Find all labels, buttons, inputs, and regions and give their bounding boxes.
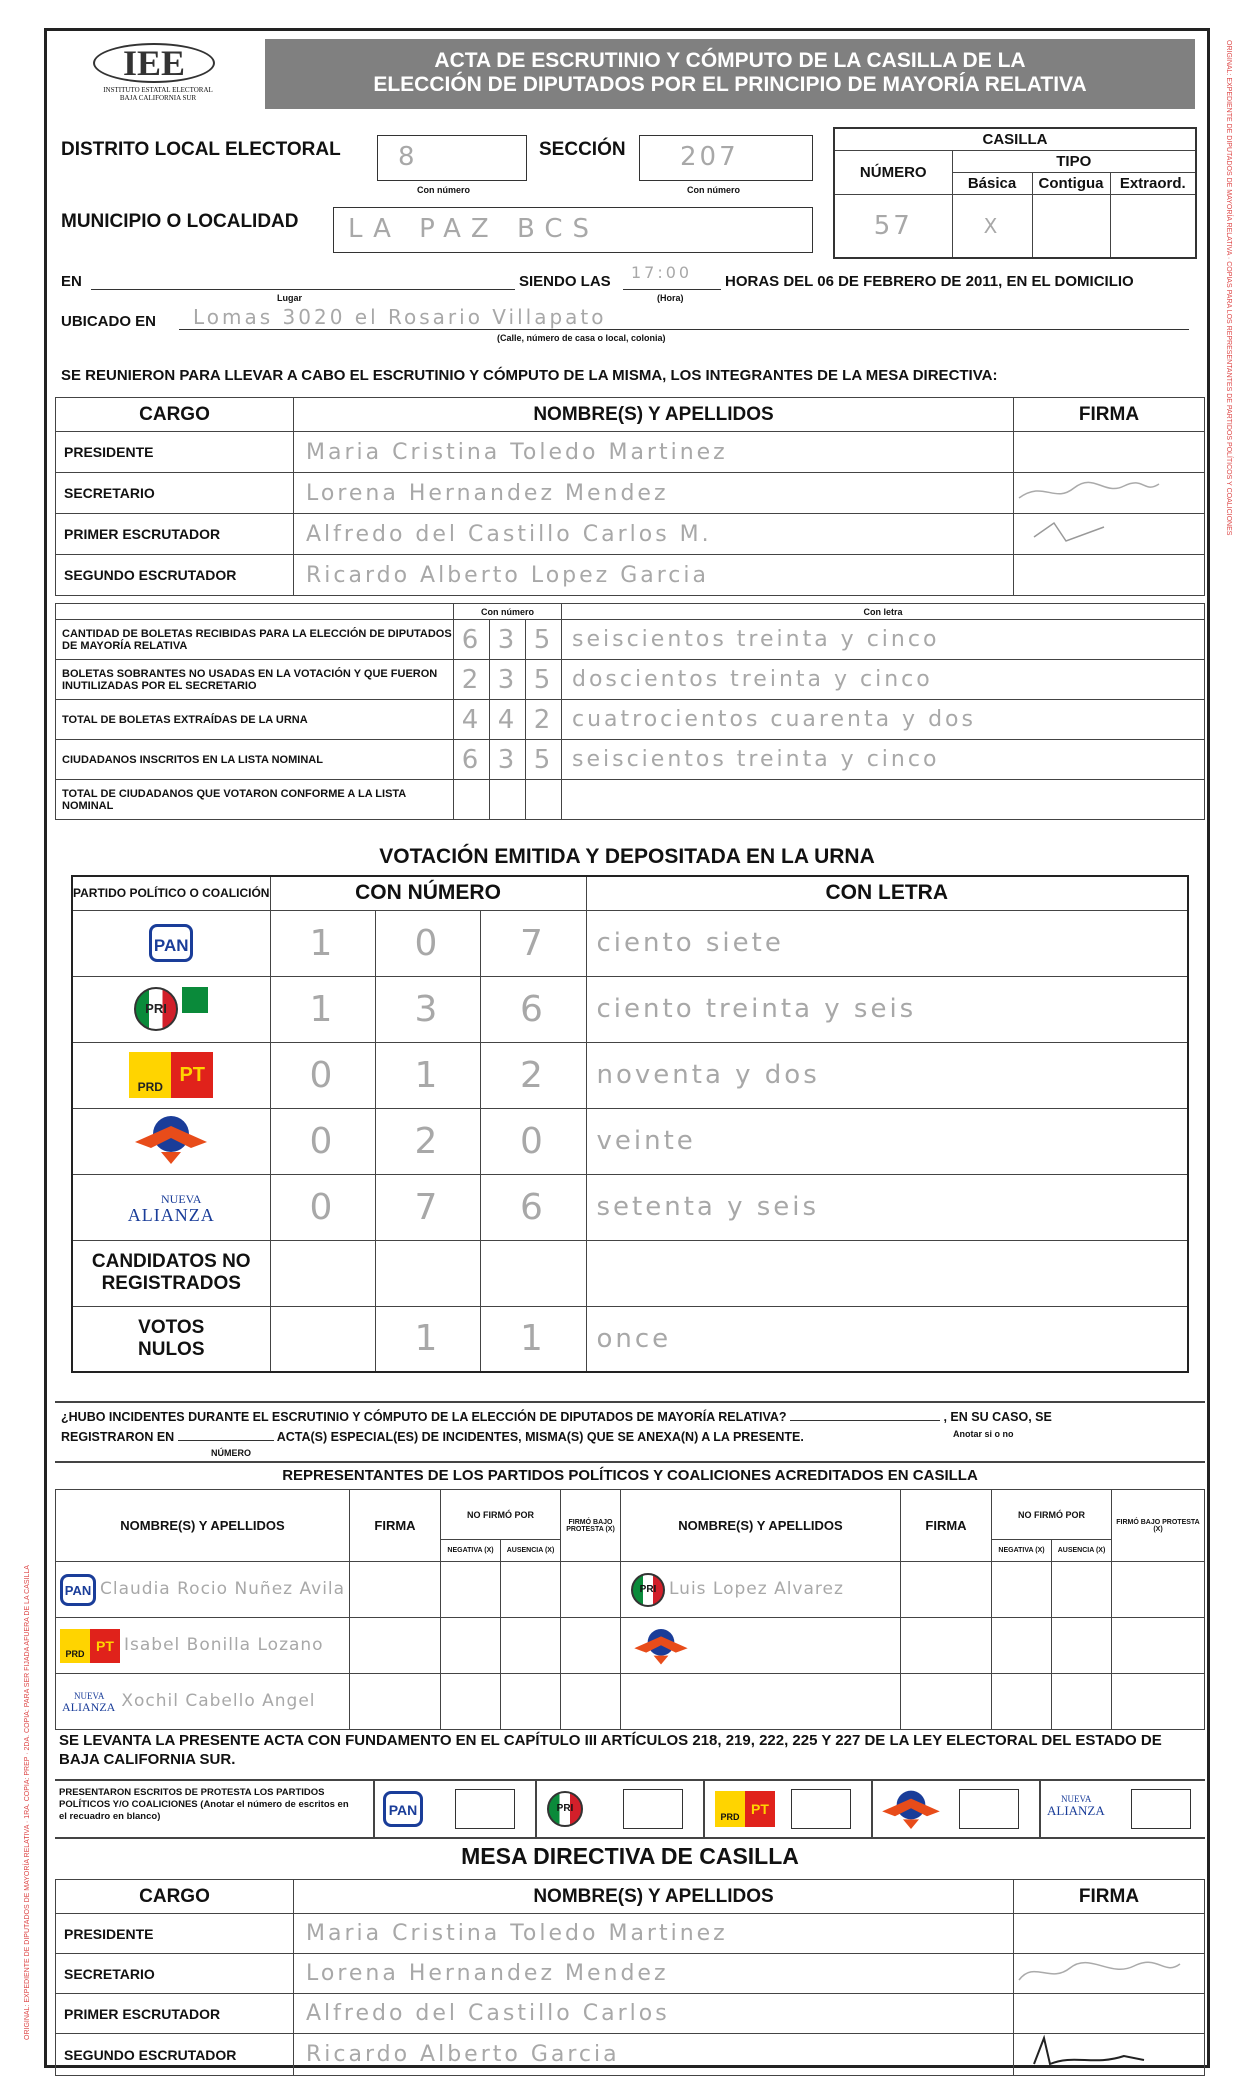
- rep-ausencia-field[interactable]: [1052, 1674, 1112, 1730]
- lugar-line[interactable]: [91, 289, 515, 290]
- board-col-nombre: NOMBRE(S) Y APELLIDOS: [294, 1880, 1014, 1914]
- ballot-digit[interactable]: [490, 780, 526, 820]
- iee-logo-text: IEE: [93, 43, 215, 83]
- rep-col-firma-right: FIRMA: [901, 1490, 992, 1562]
- municipality-field[interactable]: [333, 207, 813, 253]
- rep-col-protesta-left: FIRMÓ BAJO PROTESTA (X): [561, 1490, 621, 1562]
- hora-caption: (Hora): [657, 293, 684, 303]
- casilla-tipo-label: TIPO: [952, 150, 1196, 172]
- ballot-row: [56, 740, 1205, 780]
- votes-title: VOTACIÓN EMITIDA Y DEPOSITADA EN LA URNA: [379, 845, 875, 868]
- vote-letra[interactable]: ciento treinta y seis: [586, 976, 1188, 1042]
- votes-col-numero: CON NÚMERO: [270, 876, 586, 910]
- ballot-digit[interactable]: 4: [490, 700, 526, 740]
- protests-text: PRESENTARON ESCRITOS DE PROTESTA LOS PARTIDOS POLÍTICOS Y/O COALICIONES (Anotar el número de escritos en el recuadro en blanco): [59, 1787, 349, 1822]
- rep-name: Luis Lopez Alvarez: [669, 1578, 844, 1599]
- board-table: [55, 1879, 1205, 2076]
- board-name: Maria Cristina Toledo Martinez: [306, 1921, 728, 1946]
- ballot-digit[interactable]: 3: [490, 660, 526, 700]
- pt-logo-icon: PT: [745, 1791, 775, 1827]
- casilla-contigua-label: Contigua: [1032, 172, 1110, 194]
- lugar-caption: Lugar: [277, 293, 303, 303]
- prs-logo-icon: [631, 1626, 691, 1666]
- rep-col-ausencia-right: AUSENCIA (X): [1052, 1540, 1112, 1562]
- pan-logo-icon: PAN: [383, 1791, 423, 1827]
- rep-ausencia-field[interactable]: [1052, 1618, 1112, 1674]
- district-value: 8: [398, 142, 418, 172]
- incidents-numero-line[interactable]: [178, 1440, 274, 1441]
- vote-digit[interactable]: 7: [480, 910, 586, 976]
- votes-col-letra: CON LETRA: [586, 876, 1188, 910]
- vote-digit[interactable]: 0: [270, 1174, 375, 1240]
- officials-table: [55, 397, 1205, 596]
- rep-name: Xochil Cabello Angel: [121, 1690, 316, 1711]
- incidents-text4: ACTA(S) ESPECIAL(ES) DE INCIDENTES, MISMA(S) QUE SE ANEXA(N) A LA PRESENTE.: [276, 1430, 804, 1444]
- pri-logo-icon: PRI: [631, 1573, 665, 1607]
- rep-col-nofirmo-left: NO FIRMÓ POR: [441, 1490, 561, 1540]
- vote-digit[interactable]: 6: [480, 976, 586, 1042]
- casilla-table: [833, 127, 1197, 259]
- vote-row: [72, 976, 1188, 1042]
- iee-logo-sub1: INSTITUTO ESTATAL ELECTORAL: [103, 86, 213, 94]
- rep-name: Isabel Bonilla Lozano: [124, 1634, 324, 1655]
- officials-col-nombre: NOMBRE(S) Y APELLIDOS: [294, 398, 1014, 432]
- ballot-letra[interactable]: seiscientos treinta y cinco: [562, 740, 1205, 780]
- pan-logo-icon: PAN: [60, 1574, 96, 1606]
- rep-firma-field[interactable]: [350, 1618, 441, 1674]
- rep-protesta-field[interactable]: [561, 1562, 621, 1618]
- rep-protesta-field[interactable]: [561, 1618, 621, 1674]
- casilla-title: CASILLA: [834, 128, 1196, 150]
- board-row: [56, 2034, 1205, 2076]
- ballot-row: [56, 620, 1205, 660]
- rep-protesta-field[interactable]: [561, 1674, 621, 1730]
- pt-logo-icon: PT: [171, 1052, 213, 1098]
- section-label: SECCIÓN: [539, 139, 626, 160]
- incidents-sino-line[interactable]: [790, 1420, 940, 1421]
- pan-logo-icon: PAN: [149, 924, 193, 962]
- party-cell: [72, 1108, 270, 1174]
- district-field[interactable]: [377, 135, 527, 181]
- casilla-extraord-label: Extraord.: [1110, 172, 1196, 194]
- rep-negativa-field[interactable]: [992, 1618, 1052, 1674]
- vote-digit[interactable]: 1: [270, 976, 375, 1042]
- vote-letra[interactable]: setenta y seis: [586, 1174, 1188, 1240]
- rep-col-negativa-right: NEGATIVA (X): [992, 1540, 1052, 1562]
- official-name-field[interactable]: [294, 514, 1014, 555]
- official-name-field[interactable]: [294, 473, 1014, 514]
- vote-digit[interactable]: 2: [375, 1108, 480, 1174]
- na-logo-text1: NUEVA: [161, 1192, 202, 1206]
- ballot-row: [56, 780, 1205, 820]
- ballots-table: [55, 603, 1205, 820]
- pvem-logo-icon: [182, 987, 208, 1013]
- rep-name-field[interactable]: [56, 1562, 350, 1618]
- vote-digit[interactable]: 1: [375, 1042, 480, 1108]
- board-row: [56, 1994, 1205, 2034]
- official-row: [56, 432, 1205, 473]
- ballot-row: [56, 660, 1205, 700]
- signature-mark: [1014, 1954, 1184, 1988]
- calle-caption: (Calle, número de casa o local, colonia): [497, 333, 666, 343]
- pri-logo-icon: PRI: [134, 987, 178, 1031]
- casilla-contigua-field[interactable]: [1032, 194, 1110, 258]
- representative-row: [56, 1674, 1205, 1730]
- incidents-question: ¿HUBO INCIDENTES DURANTE EL ESCRUTINIO Y CÓMPUTO DE LA ELECCIÓN DE DIPUTADOS DE MAYORÍA RELATIVA?: [61, 1410, 787, 1424]
- representative-row: [56, 1562, 1205, 1618]
- vote-digit[interactable]: 1: [480, 1306, 586, 1372]
- na-logo-icon: [73, 1191, 270, 1223]
- pri-logo-icon: PRI: [547, 1791, 583, 1827]
- board-signature-field[interactable]: [1014, 1994, 1205, 2034]
- vote-digit[interactable]: [375, 1240, 480, 1306]
- board-col-firma: FIRMA: [1014, 1880, 1205, 1914]
- ballot-digit[interactable]: 4: [454, 700, 490, 740]
- na-logo-text2: ALIANZA: [127, 1205, 215, 1225]
- casilla-extraord-field[interactable]: [1110, 194, 1196, 258]
- rep-name-field[interactable]: [56, 1618, 350, 1674]
- incidents-caption-sino: Anotar si o no: [953, 1429, 1014, 1439]
- ballot-letra[interactable]: doscientos treinta y cinco: [562, 660, 1205, 700]
- vote-row: [72, 1306, 1188, 1372]
- board-name: Alfredo del Castillo Carlos: [306, 2001, 670, 2026]
- ballot-letra[interactable]: cuatrocientos cuarenta y dos: [562, 700, 1205, 740]
- rep-firma-field[interactable]: [901, 1674, 992, 1730]
- vote-digit[interactable]: [480, 1240, 586, 1306]
- rep-col-firma-left: FIRMA: [350, 1490, 441, 1562]
- rep-name-field[interactable]: [621, 1618, 901, 1674]
- board-title: MESA DIRECTIVA DE CASILLA: [461, 1843, 799, 1869]
- casilla-numero-label: NÚMERO: [834, 150, 952, 194]
- official-name: Ricardo Alberto Lopez Garcia: [306, 562, 709, 588]
- ballot-digit[interactable]: 3: [490, 740, 526, 780]
- na-logo-text2: ALIANZA: [1047, 1803, 1105, 1818]
- na-logo-text1: NUEVA: [1061, 1794, 1092, 1804]
- ballot-letra[interactable]: [562, 780, 1205, 820]
- rep-name: Claudia Rocio Nuñez Avila: [100, 1578, 346, 1599]
- votes-col-party: PARTIDO POLÍTICO O COALICIÓN: [72, 876, 270, 910]
- en-label: EN: [61, 273, 82, 290]
- ballot-row-label: BOLETAS SOBRANTES NO USADAS EN LA VOTACIÓN Y QUE FUERON INUTILIZADAS POR EL SECRETARIO: [56, 660, 454, 700]
- meeting-text: SE REUNIERON PARA LLEVAR A CABO EL ESCRUTINIO Y CÓMPUTO DE LA MISMA, LOS INTEGRANTES DE LA MESA DIRECTIVA:: [61, 367, 998, 384]
- district-label: DISTRITO LOCAL ELECTORAL: [61, 139, 341, 160]
- ubicado-label: UBICADO EN: [61, 313, 157, 330]
- ballot-digit[interactable]: 2: [526, 700, 562, 740]
- ballot-row-label: TOTAL DE CIUDADANOS QUE VOTARON CONFORME A LA LISTA NOMINAL: [56, 780, 454, 820]
- vote-row: [72, 1174, 1188, 1240]
- ballot-digit[interactable]: [526, 780, 562, 820]
- rep-col-negativa-left: NEGATIVA (X): [441, 1540, 501, 1562]
- official-signature-field[interactable]: [1014, 473, 1205, 514]
- vote-digit[interactable]: 0: [270, 1108, 375, 1174]
- date-text: HORAS DEL 06 DE FEBRERO DE 2011, EN EL DOMICILIO: [725, 273, 1134, 290]
- ballot-digit[interactable]: 5: [526, 620, 562, 660]
- official-cargo: PRESIDENTE: [56, 432, 294, 473]
- form-title-line2: ELECCIÓN DE DIPUTADOS POR EL PRINCIPIO DE MAYORÍA RELATIVA: [373, 73, 1087, 96]
- rep-negativa-field[interactable]: [441, 1562, 501, 1618]
- party-cell: [72, 1174, 270, 1240]
- vote-letra[interactable]: once: [586, 1306, 1188, 1372]
- na-logo-icon: [1047, 1793, 1105, 1817]
- hora-line[interactable]: [623, 289, 721, 290]
- board-cargo: PRIMER ESCRUTADOR: [56, 1994, 294, 2034]
- legal-text: SE LEVANTA LA PRESENTE ACTA CON FUNDAMENTO EN EL CAPÍTULO III ARTÍCULOS 218, 219, 222, 225 Y 227 DE LA LEY ELECTORAL DEL ESTADO DE BAJA CALIFORNIA SUR.: [59, 1732, 1162, 1768]
- hora-value: 17:00: [631, 263, 693, 282]
- vote-digit[interactable]: 1: [375, 1306, 480, 1372]
- section-field[interactable]: [639, 135, 813, 181]
- votes-table: [71, 875, 1189, 1373]
- vote-digit[interactable]: 0: [480, 1108, 586, 1174]
- ballot-row-label: CANTIDAD DE BOLETAS RECIBIDAS PARA LA ELECCIÓN DE DIPUTADOS DE MAYORÍA RELATIVA: [56, 620, 454, 660]
- rep-ausencia-field[interactable]: [501, 1562, 561, 1618]
- rep-col-nombre-left: NOMBRE(S) Y APELLIDOS: [56, 1490, 350, 1562]
- rep-protesta-field[interactable]: [1112, 1674, 1205, 1730]
- rep-protesta-field[interactable]: [1112, 1618, 1205, 1674]
- official-signature-field[interactable]: [1014, 514, 1205, 555]
- board-name-field[interactable]: [294, 1914, 1014, 1954]
- board-cargo: SECRETARIO: [56, 1954, 294, 1994]
- signature-mark: [1014, 517, 1164, 547]
- ballot-digit[interactable]: 5: [526, 740, 562, 780]
- official-name: Alfredo del Castillo Carlos M.: [306, 521, 712, 547]
- ballot-row-label: CIUDADANOS INSCRITOS EN LA LISTA NOMINAL: [56, 740, 454, 780]
- iee-logo-sub2: BAJA CALIFORNIA SUR: [119, 94, 197, 102]
- board-name-field[interactable]: [294, 2034, 1014, 2076]
- vote-digit[interactable]: 6: [480, 1174, 586, 1240]
- form-title-line1: ACTA DE ESCRUTINIO Y CÓMPUTO DE LA CASILLA DE LA: [434, 49, 1026, 72]
- pt-logo-icon: PT: [90, 1629, 120, 1663]
- vote-letra[interactable]: noventa y dos: [586, 1042, 1188, 1108]
- siendo-label: SIENDO LAS: [519, 273, 611, 290]
- section-caption: Con número: [687, 185, 740, 195]
- rep-negativa-field[interactable]: [441, 1618, 501, 1674]
- side-text-right: ORIGINAL: EXPEDIENTE DE DIPUTADOS DE MAYORÍA RELATIVA · COPIAS PARA LOS REPRESENTANTES DE PARTIDOS POLÍTICOS Y COALICIONES: [1225, 40, 1232, 536]
- vote-digit[interactable]: 7: [375, 1174, 480, 1240]
- representative-row: [56, 1618, 1205, 1674]
- ballot-digit[interactable]: 3: [490, 620, 526, 660]
- vote-row: [72, 1108, 1188, 1174]
- ballot-row: [56, 700, 1205, 740]
- party-cell: [72, 910, 270, 976]
- casilla-numero-value: 57: [873, 210, 913, 241]
- representatives-table: [55, 1489, 1205, 1730]
- rep-negativa-field[interactable]: [992, 1674, 1052, 1730]
- rep-firma-field[interactable]: [901, 1562, 992, 1618]
- vote-digit[interactable]: 3: [375, 976, 480, 1042]
- vote-row: [72, 910, 1188, 976]
- rep-protesta-field[interactable]: [1112, 1562, 1205, 1618]
- ballot-row-label: TOTAL DE BOLETAS EXTRAÍDAS DE LA URNA: [56, 700, 454, 740]
- casilla-numero-field[interactable]: [834, 194, 952, 258]
- protest-count-pan[interactable]: [455, 1789, 515, 1829]
- board-col-cargo: CARGO: [56, 1880, 294, 1914]
- rep-negativa-field[interactable]: [992, 1562, 1052, 1618]
- ubicado-line[interactable]: [179, 329, 1189, 330]
- rep-negativa-field[interactable]: [441, 1674, 501, 1730]
- official-cargo: SECRETARIO: [56, 473, 294, 514]
- board-cargo: PRESIDENTE: [56, 1914, 294, 1954]
- rep-firma-field[interactable]: [350, 1674, 441, 1730]
- incidents-text1: [61, 1411, 1052, 1423]
- board-cargo: SEGUNDO ESCRUTADOR: [56, 2034, 294, 2076]
- representatives-title: REPRESENTANTES DE LOS PARTIDOS POLÍTICOS Y COALICIONES ACREDITADOS EN CASILLA: [282, 1467, 978, 1484]
- na-logo-icon: [62, 1691, 115, 1713]
- official-signature-field[interactable]: [1014, 555, 1205, 596]
- incidents-text2: , EN SU CASO, SE: [943, 1410, 1052, 1424]
- rep-col-protesta-right: FIRMÓ BAJO PROTESTA (X): [1112, 1490, 1205, 1562]
- board-signature-field[interactable]: [1014, 1914, 1205, 1954]
- prs-logo-icon: [879, 1787, 943, 1831]
- ballot-letra[interactable]: seiscientos treinta y cinco: [562, 620, 1205, 660]
- municipality-label: MUNICIPIO O LOCALIDAD: [61, 211, 299, 232]
- na-logo-text2: ALIANZA: [62, 1699, 116, 1714]
- rep-col-nofirmo-right: NO FIRMÓ POR: [992, 1490, 1112, 1540]
- casilla-basica-field[interactable]: [952, 194, 1032, 258]
- board-signature-field[interactable]: [1014, 2034, 1205, 2076]
- district-caption: Con número: [417, 185, 470, 195]
- official-name-field[interactable]: [294, 432, 1014, 473]
- acta-form: [44, 28, 1210, 2068]
- official-row: [56, 555, 1205, 596]
- vote-letra[interactable]: veinte: [586, 1108, 1188, 1174]
- vote-letra[interactable]: [586, 1240, 1188, 1306]
- protest-count-prd[interactable]: [791, 1789, 851, 1829]
- board-row: [56, 1914, 1205, 1954]
- casilla-basica-label: Básica: [952, 172, 1032, 194]
- rep-col-nombre-right: NOMBRE(S) Y APELLIDOS: [621, 1490, 901, 1562]
- party-cell-nulos: VOTOS NULOS: [72, 1306, 270, 1372]
- rep-firma-field[interactable]: [350, 1562, 441, 1618]
- rep-name-field[interactable]: [56, 1674, 350, 1730]
- board-row: [56, 1954, 1205, 1994]
- vote-digit[interactable]: 2: [480, 1042, 586, 1108]
- ballot-digit[interactable]: 5: [526, 660, 562, 700]
- vote-row: [72, 1240, 1188, 1306]
- signature-mark: [1014, 476, 1164, 506]
- rep-name-field[interactable]: [621, 1674, 901, 1730]
- board-signature-field[interactable]: [1014, 1954, 1205, 1994]
- official-signature-field[interactable]: [1014, 432, 1205, 473]
- rep-col-ausencia-left: AUSENCIA (X): [501, 1540, 561, 1562]
- vote-digit[interactable]: [270, 1240, 375, 1306]
- prd-logo-icon: PRD: [60, 1629, 90, 1663]
- rep-ausencia-field[interactable]: [501, 1618, 561, 1674]
- incidents-caption-numero: NÚMERO: [211, 1448, 251, 1458]
- ballot-digit[interactable]: 2: [454, 660, 490, 700]
- side-text-left: ORIGINAL: EXPEDIENTE DE DIPUTADOS DE MAYORÍA RELATIVA · 1RA. COPIA: PREP · 2DA. COPIA: PARA SER FIJADA AFUERA DE LA CASILLA: [24, 1565, 31, 2040]
- iee-logo: [83, 43, 233, 105]
- ballot-digit[interactable]: 6: [454, 740, 490, 780]
- rep-ausencia-field[interactable]: [1052, 1562, 1112, 1618]
- protest-count-na[interactable]: [1131, 1789, 1191, 1829]
- party-cell: [72, 976, 270, 1042]
- official-row: [56, 473, 1205, 514]
- ballots-col-letra: Con letra: [562, 604, 1205, 620]
- official-name: Maria Cristina Toledo Martinez: [306, 439, 728, 465]
- board-name-field[interactable]: [294, 1954, 1014, 1994]
- rep-firma-field[interactable]: [901, 1618, 992, 1674]
- board-name: Ricardo Alberto Garcia: [306, 2042, 620, 2067]
- prs-logo-icon: [131, 1112, 211, 1166]
- municipality-value: LA PAZ BCS: [348, 214, 600, 244]
- prd-logo-icon: PRD: [129, 1052, 171, 1098]
- prd-logo-icon: PRD: [715, 1791, 745, 1827]
- official-cargo: SEGUNDO ESCRUTADOR: [56, 555, 294, 596]
- vote-letra[interactable]: ciento siete: [586, 910, 1188, 976]
- official-name-field[interactable]: [294, 555, 1014, 596]
- official-row: [56, 514, 1205, 555]
- ballot-digit[interactable]: 6: [454, 620, 490, 660]
- protests-row: [55, 1779, 1205, 1839]
- ubicado-value: Lomas 3020 el Rosario Villapato: [193, 305, 607, 329]
- rep-name-field[interactable]: [621, 1562, 901, 1618]
- ballots-col-numero: Con número: [454, 604, 562, 620]
- vote-digit[interactable]: 1: [270, 910, 375, 976]
- ballot-digit[interactable]: [454, 780, 490, 820]
- na-logo-text1: NUEVA: [74, 1690, 105, 1701]
- incidents-line2: [61, 1431, 804, 1443]
- casilla-basica-mark: X: [983, 213, 1001, 238]
- protest-count-pri[interactable]: [623, 1789, 683, 1829]
- section-value: 207: [680, 142, 739, 172]
- party-cell-no-registrados: CANDIDATOS NO REGISTRADOS: [72, 1240, 270, 1306]
- vote-digit[interactable]: 0: [270, 1042, 375, 1108]
- rep-ausencia-field[interactable]: [501, 1674, 561, 1730]
- board-name-field[interactable]: [294, 1994, 1014, 2034]
- board-name: Lorena Hernandez Mendez: [306, 1961, 669, 1986]
- form-title: [265, 39, 1195, 109]
- vote-digit[interactable]: [270, 1306, 375, 1372]
- protest-count-prs[interactable]: [959, 1789, 1019, 1829]
- party-cell: [72, 1042, 270, 1108]
- vote-row: [72, 1042, 1188, 1108]
- officials-col-firma: FIRMA: [1014, 398, 1205, 432]
- signature-mark: [1014, 2034, 1184, 2070]
- officials-col-cargo: CARGO: [56, 398, 294, 432]
- incidents-text3: REGISTRARON EN: [61, 1430, 175, 1444]
- official-cargo: PRIMER ESCRUTADOR: [56, 514, 294, 555]
- official-name: Lorena Hernandez Mendez: [306, 480, 669, 506]
- vote-digit[interactable]: 0: [375, 910, 480, 976]
